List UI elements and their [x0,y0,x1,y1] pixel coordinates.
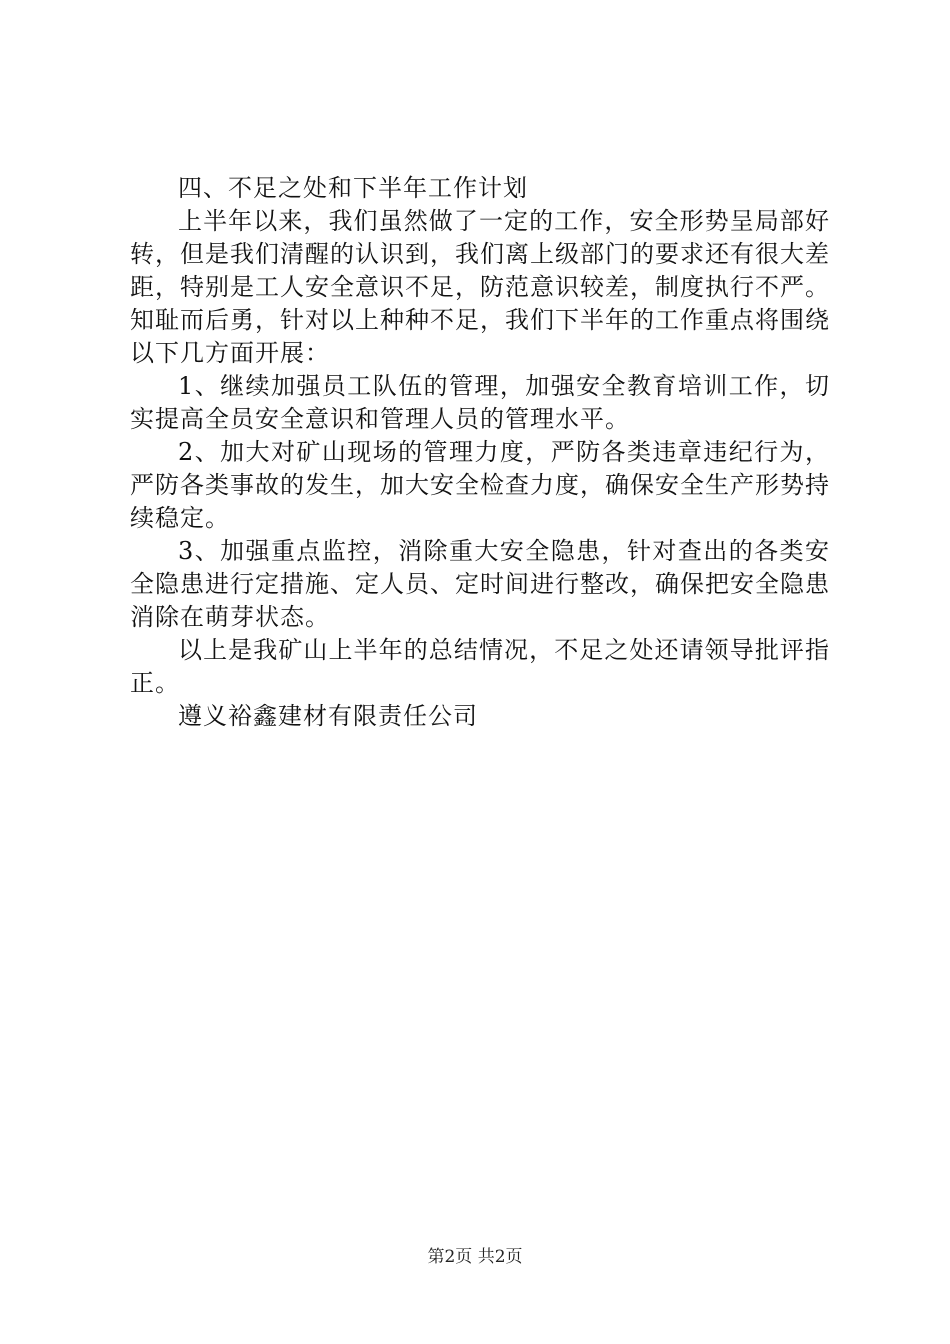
plan-item-3: 3、加强重点监控，消除重大安全隐患，针对查出的各类安全隐患进行定措施、定人员、定时间进行整改，确保把安全隐患消除在萌芽状态。 [130,537,830,631]
document-body [130,172,830,733]
closing-paragraph: 以上是我矿山上半年的总结情况，不足之处还请领导批评指正。 [130,636,830,697]
plan-item-1: 1、继续加强员工队伍的管理，加强安全教育培训工作，切实提高全员安全意识和管理人员的管理水平。 [130,372,830,433]
page-number-footer: 第2页 共2页 [427,1247,523,1267]
plan-item-2: 2、加大对矿山现场的管理力度，严防各类违章违纪行为，严防各类事故的发生，加大安全检查力度，确保安全生产形势持续稳定。 [130,438,830,532]
summary-paragraph: 上半年以来，我们虽然做了一定的工作，安全形势呈局部好转，但是我们清醒的认识到，我们离上级部门的要求还有很大差距，特别是工人安全意识不足，防范意识较差，制度执行不严。知耻而后勇，针对以上种种不足，我们下半年的工作重点将围绕以下几方面开展： [130,207,830,367]
section-heading: 四、不足之处和下半年工作计划 [178,174,528,202]
company-signature: 遵义裕鑫建材有限责任公司 [178,702,478,730]
